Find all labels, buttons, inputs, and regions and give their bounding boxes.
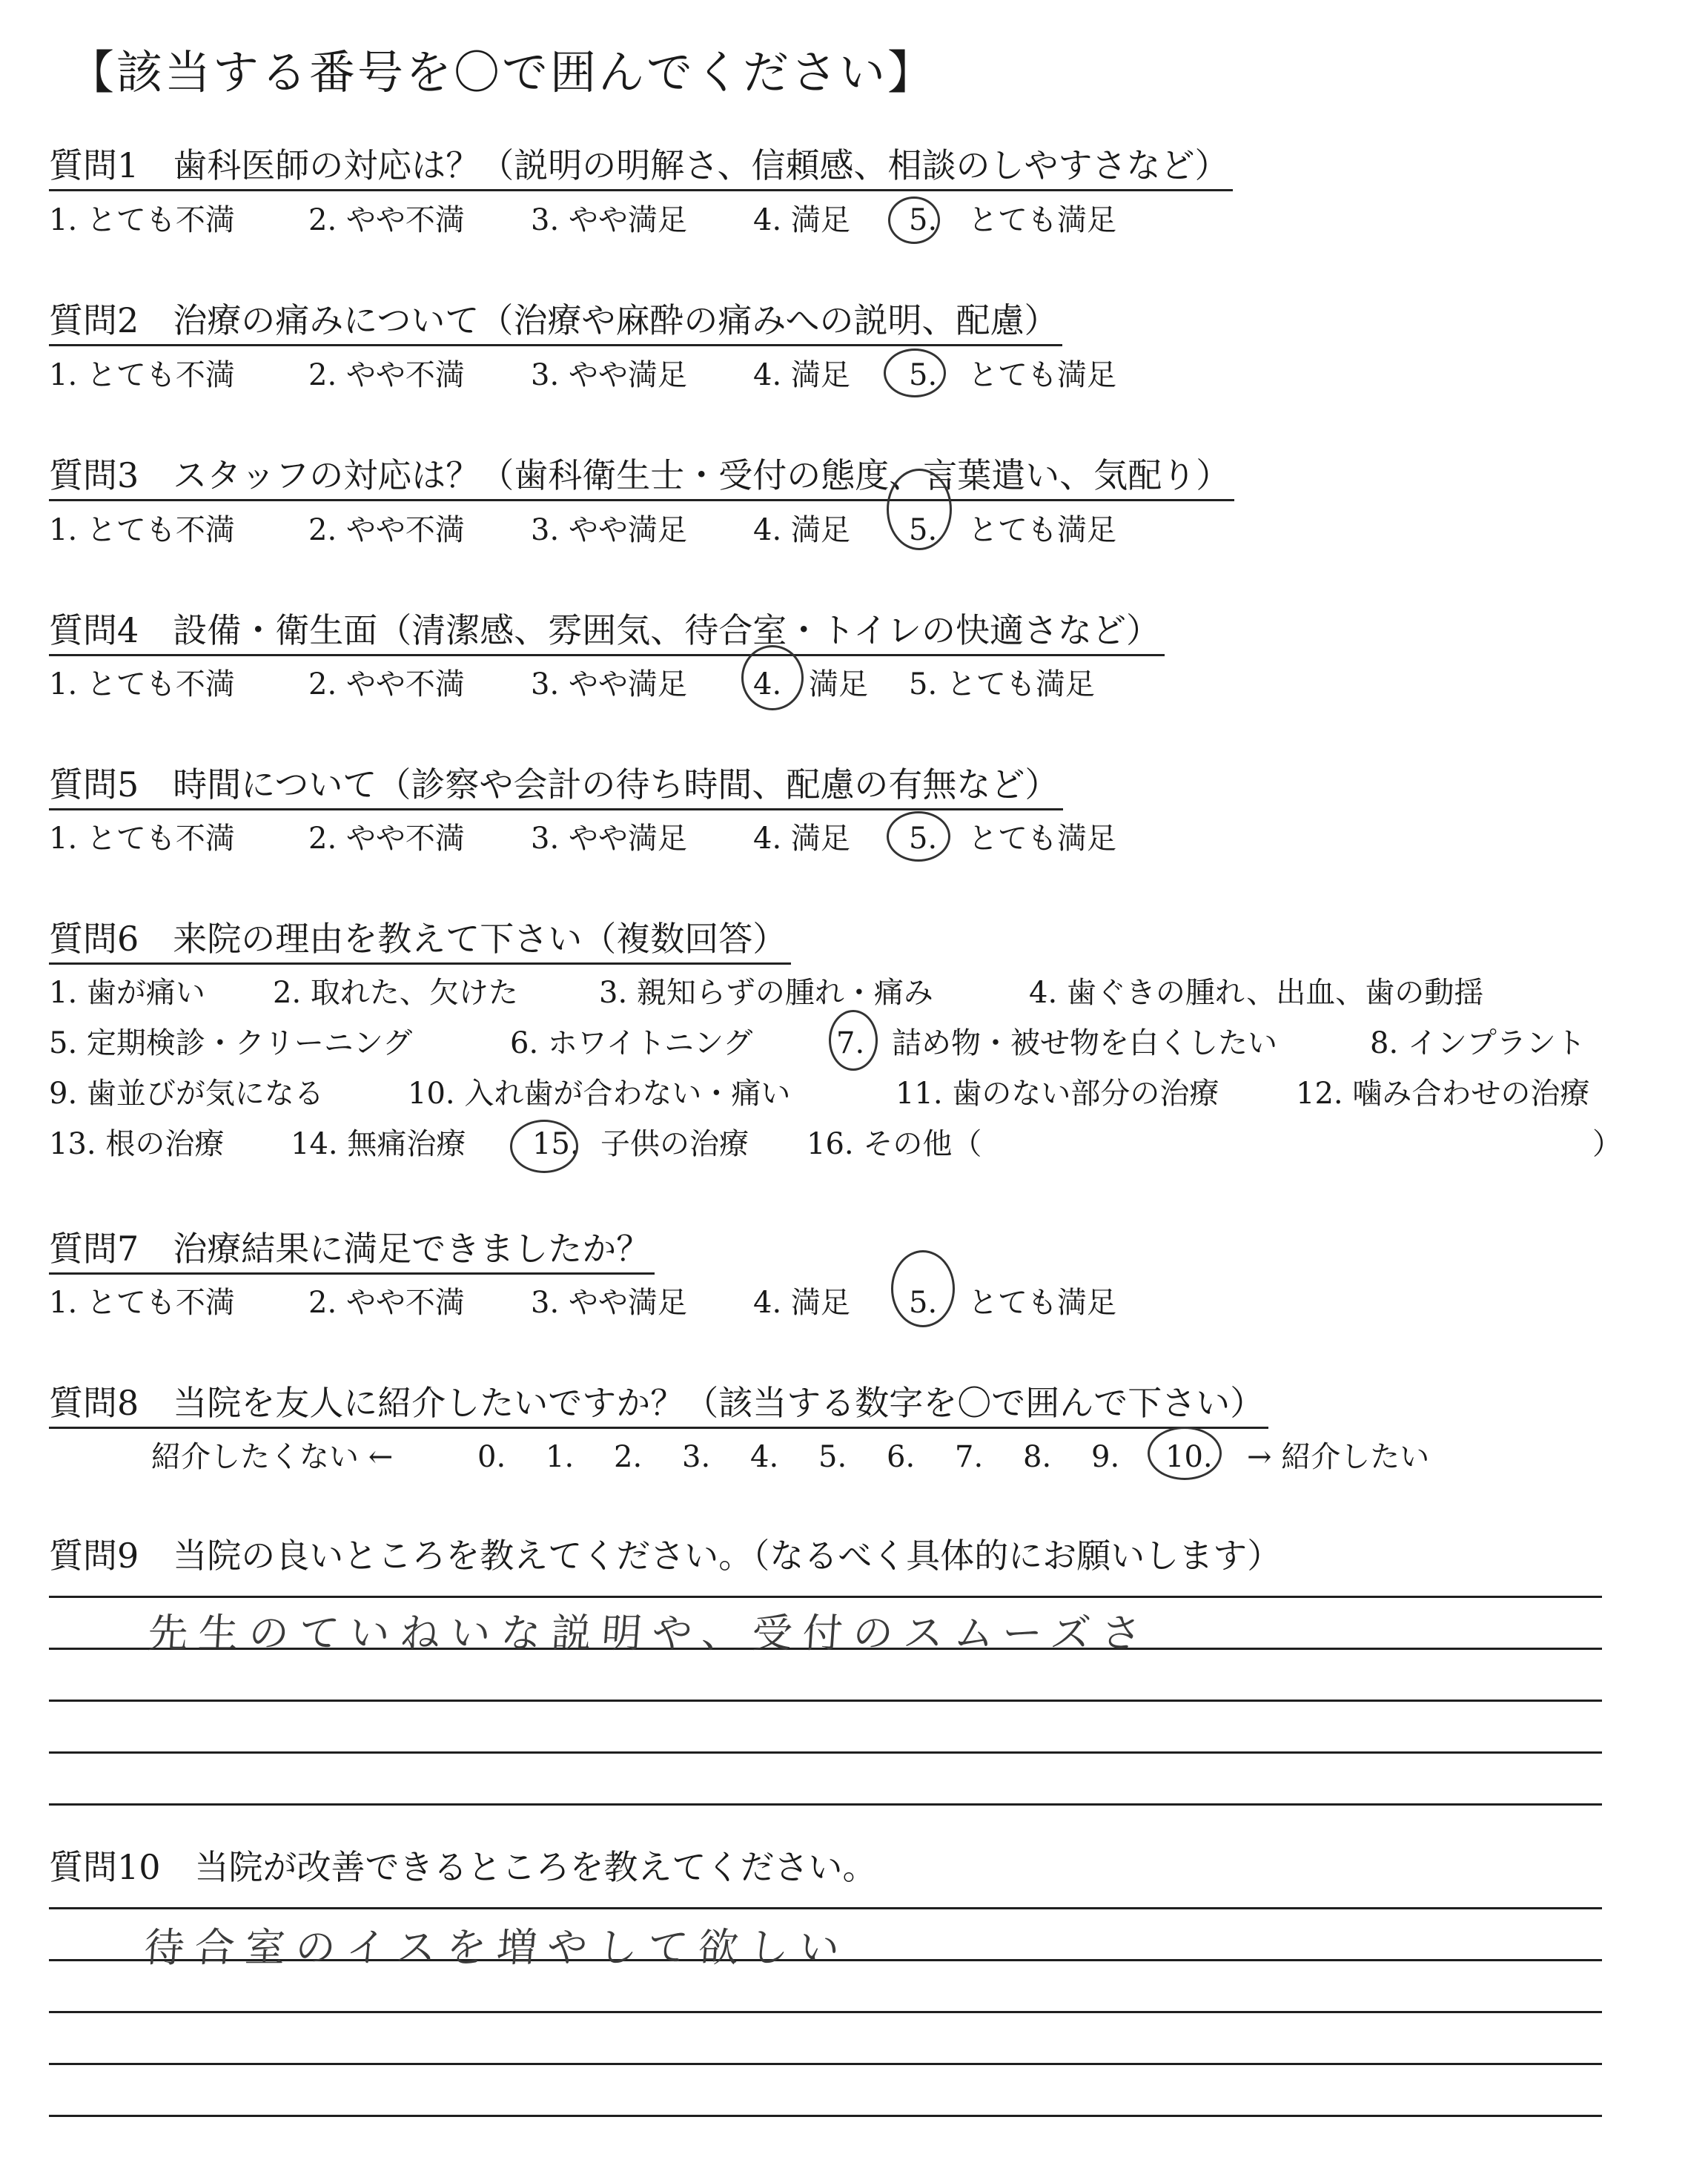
q8-option-3[interactable]: 3. bbox=[682, 1440, 711, 1474]
q5-option-3[interactable]: 3. やや満足 bbox=[531, 822, 687, 856]
q2-option-1[interactable]: 1. とても不満 bbox=[49, 358, 235, 392]
question-8-text: 当院を友人に紹介したいですか？（該当する数字を〇で囲んで下さい） bbox=[173, 1383, 1265, 1423]
q8-right-label: → 紹介したい bbox=[1247, 1440, 1430, 1474]
q7-option-3[interactable]: 3. やや満足 bbox=[531, 1286, 687, 1320]
question-6-text: 来院の理由を教えて下さい（複数回答） bbox=[173, 919, 787, 959]
q3-option-5[interactable]: 5. bbox=[909, 513, 938, 547]
question-9-title bbox=[49, 1535, 1285, 1579]
q8-option-5[interactable]: 5. bbox=[818, 1440, 847, 1474]
question-1-text: 歯科医師の対応は？（説明の明解さ、信頼感、相談のしやすさなど） bbox=[173, 145, 1229, 185]
q6-option-7-label: 詰め物・被せ物を白くしたい bbox=[892, 1026, 1277, 1060]
question-2-label: 質問2 bbox=[49, 300, 139, 340]
q1-option-2[interactable]: 2. やや不満 bbox=[308, 203, 465, 237]
q5-option-1[interactable]: 1. とても不満 bbox=[49, 822, 235, 856]
q6-option-5[interactable]: 5. 定期検診・クリーニング bbox=[49, 1026, 413, 1060]
q7-option-4[interactable]: 4. 満足 bbox=[753, 1286, 850, 1320]
q6-option-9[interactable]: 9. 歯並びが気になる bbox=[49, 1077, 324, 1111]
q6-option-15[interactable]: 15. bbox=[532, 1127, 580, 1161]
q9-answer-line-5 bbox=[49, 1803, 1602, 1806]
q7-option-1[interactable]: 1. とても不満 bbox=[49, 1286, 235, 1320]
q8-left-label: 紹介したくない ← bbox=[151, 1440, 394, 1474]
q2-option-4[interactable]: 4. 満足 bbox=[753, 358, 850, 392]
question-8-label: 質問8 bbox=[49, 1383, 139, 1423]
question-2-title bbox=[49, 300, 1062, 346]
question-3-label: 質問3 bbox=[49, 455, 139, 495]
page-title: 【該当する番号を〇で囲んでください】 bbox=[68, 45, 936, 99]
q10-answer-line-4 bbox=[49, 2063, 1602, 2065]
q2-option-5[interactable]: 5. bbox=[909, 358, 938, 392]
q8-option-2[interactable]: 2. bbox=[614, 1440, 643, 1474]
q7-option-5-label: とても満足 bbox=[968, 1286, 1116, 1320]
question-7-label: 質問7 bbox=[49, 1229, 139, 1269]
q6-option-2[interactable]: 2. 取れた、欠けた bbox=[273, 976, 518, 1010]
q2-option-3[interactable]: 3. やや満足 bbox=[531, 358, 687, 392]
q1-option-4[interactable]: 4. 満足 bbox=[753, 203, 850, 237]
q6-option-14[interactable]: 14. 無痛治療 bbox=[291, 1127, 466, 1161]
q8-option-1[interactable]: 1. bbox=[546, 1440, 575, 1474]
q5-option-5-label: とても満足 bbox=[968, 822, 1116, 856]
q6-option-13[interactable]: 13. 根の治療 bbox=[49, 1127, 225, 1161]
q6-option-10[interactable]: 10. 入れ歯が合わない・痛い bbox=[408, 1077, 791, 1111]
q3-option-5-label: とても満足 bbox=[968, 513, 1116, 547]
question-5-title bbox=[49, 764, 1063, 810]
question-7-text: 治療結果に満足できましたか？ bbox=[173, 1229, 651, 1269]
q6-option-16-close: ） bbox=[1592, 1127, 1622, 1161]
question-10-label: 質問10 bbox=[49, 1847, 161, 1887]
q6-option-8[interactable]: 8. インプラント bbox=[1370, 1026, 1586, 1060]
q6-option-12[interactable]: 12. 噛み合わせの治療 bbox=[1296, 1077, 1590, 1111]
q10-answer-line-5 bbox=[49, 2115, 1602, 2117]
q6-option-15-label: 子供の治療 bbox=[600, 1127, 749, 1161]
question-1-label: 質問1 bbox=[49, 145, 139, 185]
q8-option-4[interactable]: 4. bbox=[750, 1440, 779, 1474]
q3-option-2[interactable]: 2. やや不満 bbox=[308, 513, 465, 547]
q4-option-2[interactable]: 2. やや不満 bbox=[308, 667, 465, 701]
q9-answer-line-1 bbox=[49, 1596, 1602, 1598]
q7-option-5[interactable]: 5. bbox=[909, 1286, 938, 1320]
q6-option-3[interactable]: 3. 親知らずの腫れ・痛み bbox=[599, 976, 933, 1010]
q4-option-3[interactable]: 3. やや満足 bbox=[531, 667, 687, 701]
q4-option-4-label: 満足 bbox=[809, 667, 868, 701]
q8-option-10[interactable]: 10. bbox=[1165, 1440, 1213, 1474]
q8-option-8[interactable]: 8. bbox=[1023, 1440, 1052, 1474]
q3-option-1[interactable]: 1. とても不満 bbox=[49, 513, 235, 547]
question-7-title bbox=[49, 1228, 655, 1275]
question-2-text: 治療の痛みについて（治療や麻酔の痛みへの説明、配慮） bbox=[173, 300, 1059, 340]
question-5-text: 時間について（診察や会計の待ち時間、配慮の有無など） bbox=[173, 764, 1059, 805]
q2-option-2[interactable]: 2. やや不満 bbox=[308, 358, 465, 392]
question-6-title bbox=[49, 918, 791, 965]
q10-handwritten-answer: 待合室のイスを増やして欲しい bbox=[142, 1924, 852, 1971]
question-4-title bbox=[49, 610, 1165, 656]
question-9-label: 質問9 bbox=[49, 1536, 139, 1576]
q6-option-1[interactable]: 1. 歯が痛い bbox=[49, 976, 205, 1010]
q4-option-1[interactable]: 1. とても不満 bbox=[49, 667, 235, 701]
q10-answer-line-3 bbox=[49, 2011, 1602, 2013]
q10-answer-line-1 bbox=[49, 1907, 1602, 1909]
q1-option-3[interactable]: 3. やや満足 bbox=[531, 203, 687, 237]
q4-option-5[interactable]: 5. とても満足 bbox=[909, 667, 1095, 701]
q5-option-4[interactable]: 4. 満足 bbox=[753, 822, 850, 856]
q1-option-1[interactable]: 1. とても不満 bbox=[49, 203, 235, 237]
q5-option-2[interactable]: 2. やや不満 bbox=[308, 822, 465, 856]
q6-option-6[interactable]: 6. ホワイトニング bbox=[510, 1026, 753, 1060]
question-10-text: 当院が改善できるところを教えてください。 bbox=[194, 1847, 877, 1887]
q6-option-4[interactable]: 4. 歯ぐきの腫れ、出血、歯の動揺 bbox=[1029, 976, 1484, 1010]
q6-option-7[interactable]: 7. bbox=[836, 1026, 865, 1060]
q7-option-2[interactable]: 2. やや不満 bbox=[308, 1286, 465, 1320]
q8-option-6[interactable]: 6. bbox=[887, 1440, 916, 1474]
q9-answer-line-4 bbox=[49, 1751, 1602, 1754]
question-3-title bbox=[49, 455, 1234, 501]
question-1-title bbox=[49, 145, 1233, 191]
q3-option-3[interactable]: 3. やや満足 bbox=[531, 513, 687, 547]
q2-option-5-label: とても満足 bbox=[968, 358, 1116, 392]
q9-handwritten-answer: 先生のていねいな説明や、受付のスムーズさ bbox=[146, 1610, 1153, 1657]
q8-option-0[interactable]: 0. bbox=[477, 1440, 506, 1474]
q6-option-11[interactable]: 11. 歯のない部分の治療 bbox=[896, 1077, 1219, 1111]
question-3-text: スタッフの対応は？（歯科衛生士・受付の態度、言葉遣い、気配り） bbox=[173, 455, 1231, 495]
q4-option-4[interactable]: 4. bbox=[753, 667, 782, 701]
q8-option-7[interactable]: 7. bbox=[955, 1440, 984, 1474]
question-6-label: 質問6 bbox=[49, 919, 139, 959]
question-10-title bbox=[49, 1846, 881, 1891]
q3-option-4[interactable]: 4. 満足 bbox=[753, 513, 850, 547]
q9-answer-line-3 bbox=[49, 1700, 1602, 1702]
question-5-label: 質問5 bbox=[49, 764, 139, 805]
q1-option-5-label: とても満足 bbox=[968, 203, 1116, 237]
q6-option-16[interactable]: 16. その他（ bbox=[807, 1127, 982, 1161]
question-9-text: 当院の良いところを教えてください。（なるべく具体的にお願いします） bbox=[173, 1536, 1282, 1576]
question-8-title bbox=[49, 1382, 1268, 1429]
q5-option-5[interactable]: 5. bbox=[909, 822, 938, 856]
q8-option-9[interactable]: 9. bbox=[1091, 1440, 1120, 1474]
question-4-label: 質問4 bbox=[49, 610, 139, 650]
q1-option-5[interactable]: 5. bbox=[909, 203, 938, 237]
question-4-text: 設備・衛生面（清潔感、雰囲気、待合室・トイレの快適さなど） bbox=[173, 610, 1160, 650]
